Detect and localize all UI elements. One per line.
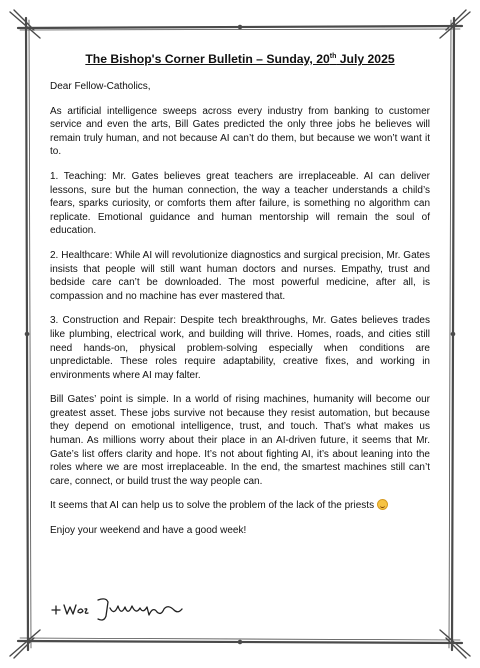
signature [50, 594, 190, 624]
closing-line: It seems that AI can help us to solve the problem of the lack of the priests [50, 500, 375, 512]
title-main: The Bishop's Corner Bulletin – Sunday, 20 [85, 52, 330, 66]
bulletin-title [50, 52, 430, 66]
greeting: Dear Fellow-Catholics, [50, 81, 151, 92]
paragraph-construction: 3. Construction and Repair: Despite tech breakthroughs, Mr. Gates believes trades like plumbing, electrical work, and building will thrive. Homes, roads, and cities still need hands-on, physical problem-solving especially when conditions are unpredictable. These roles require adaptability, creative fixes, and working in environments where AI may falter. [50, 315, 430, 381]
farewell: Enjoy your weekend and have a good week! [50, 525, 247, 537]
paragraph-healthcare: 2. Healthcare: While AI will revolutionize diagnostics and surgical precision, Mr. Gates insists that people will still want human doctors and nurses. Empathy, trust and bedside care can’t be downloaded. The most powerful medicine, after all, is compassion and no machine has ever mastered that. [50, 249, 430, 302]
bulletin-body [50, 52, 430, 549]
paragraph-conclusion: Bill Gates’ point is simple. In a world of rising machines, humanity will become our greatest asset. These jobs survive not because they resist automation, but because they depend on emotional intelligence, trust, and touch. That’s what makes us human. As millions worry about their place in an AI-driven future, it seems that Mr. Gate’s list offers clarity and hope. It’s not about fighting AI, it’s about leaning into the roles where we are most irreplaceable. In the end, the smartest machines still can’t care, connect, or build trust the way people can. [50, 394, 430, 487]
winking-face-icon [377, 499, 388, 510]
paragraph-teaching: 1. Teaching: Mr. Gates believes great teachers are irreplaceable. AI can deliver lessons, sure but the human connection, the way a teacher understands a child’s fears, sparks curiosity, or comforts them after failure, is something no algorithm can replicate. Emotional guidance and human mentorship will remain the soul of education. [50, 170, 430, 237]
paragraph-intro: As artificial intelligence sweeps across every industry from banking to customer service and even the arts, Bill Gates predicted the only three jobs he believes will remain truly human, and not because AI can’t do them, but because we won’t want it to. [50, 105, 430, 158]
title-end: July 2025 [336, 52, 395, 66]
title-superscript: th [329, 52, 337, 60]
closing-line-row [50, 499, 430, 513]
